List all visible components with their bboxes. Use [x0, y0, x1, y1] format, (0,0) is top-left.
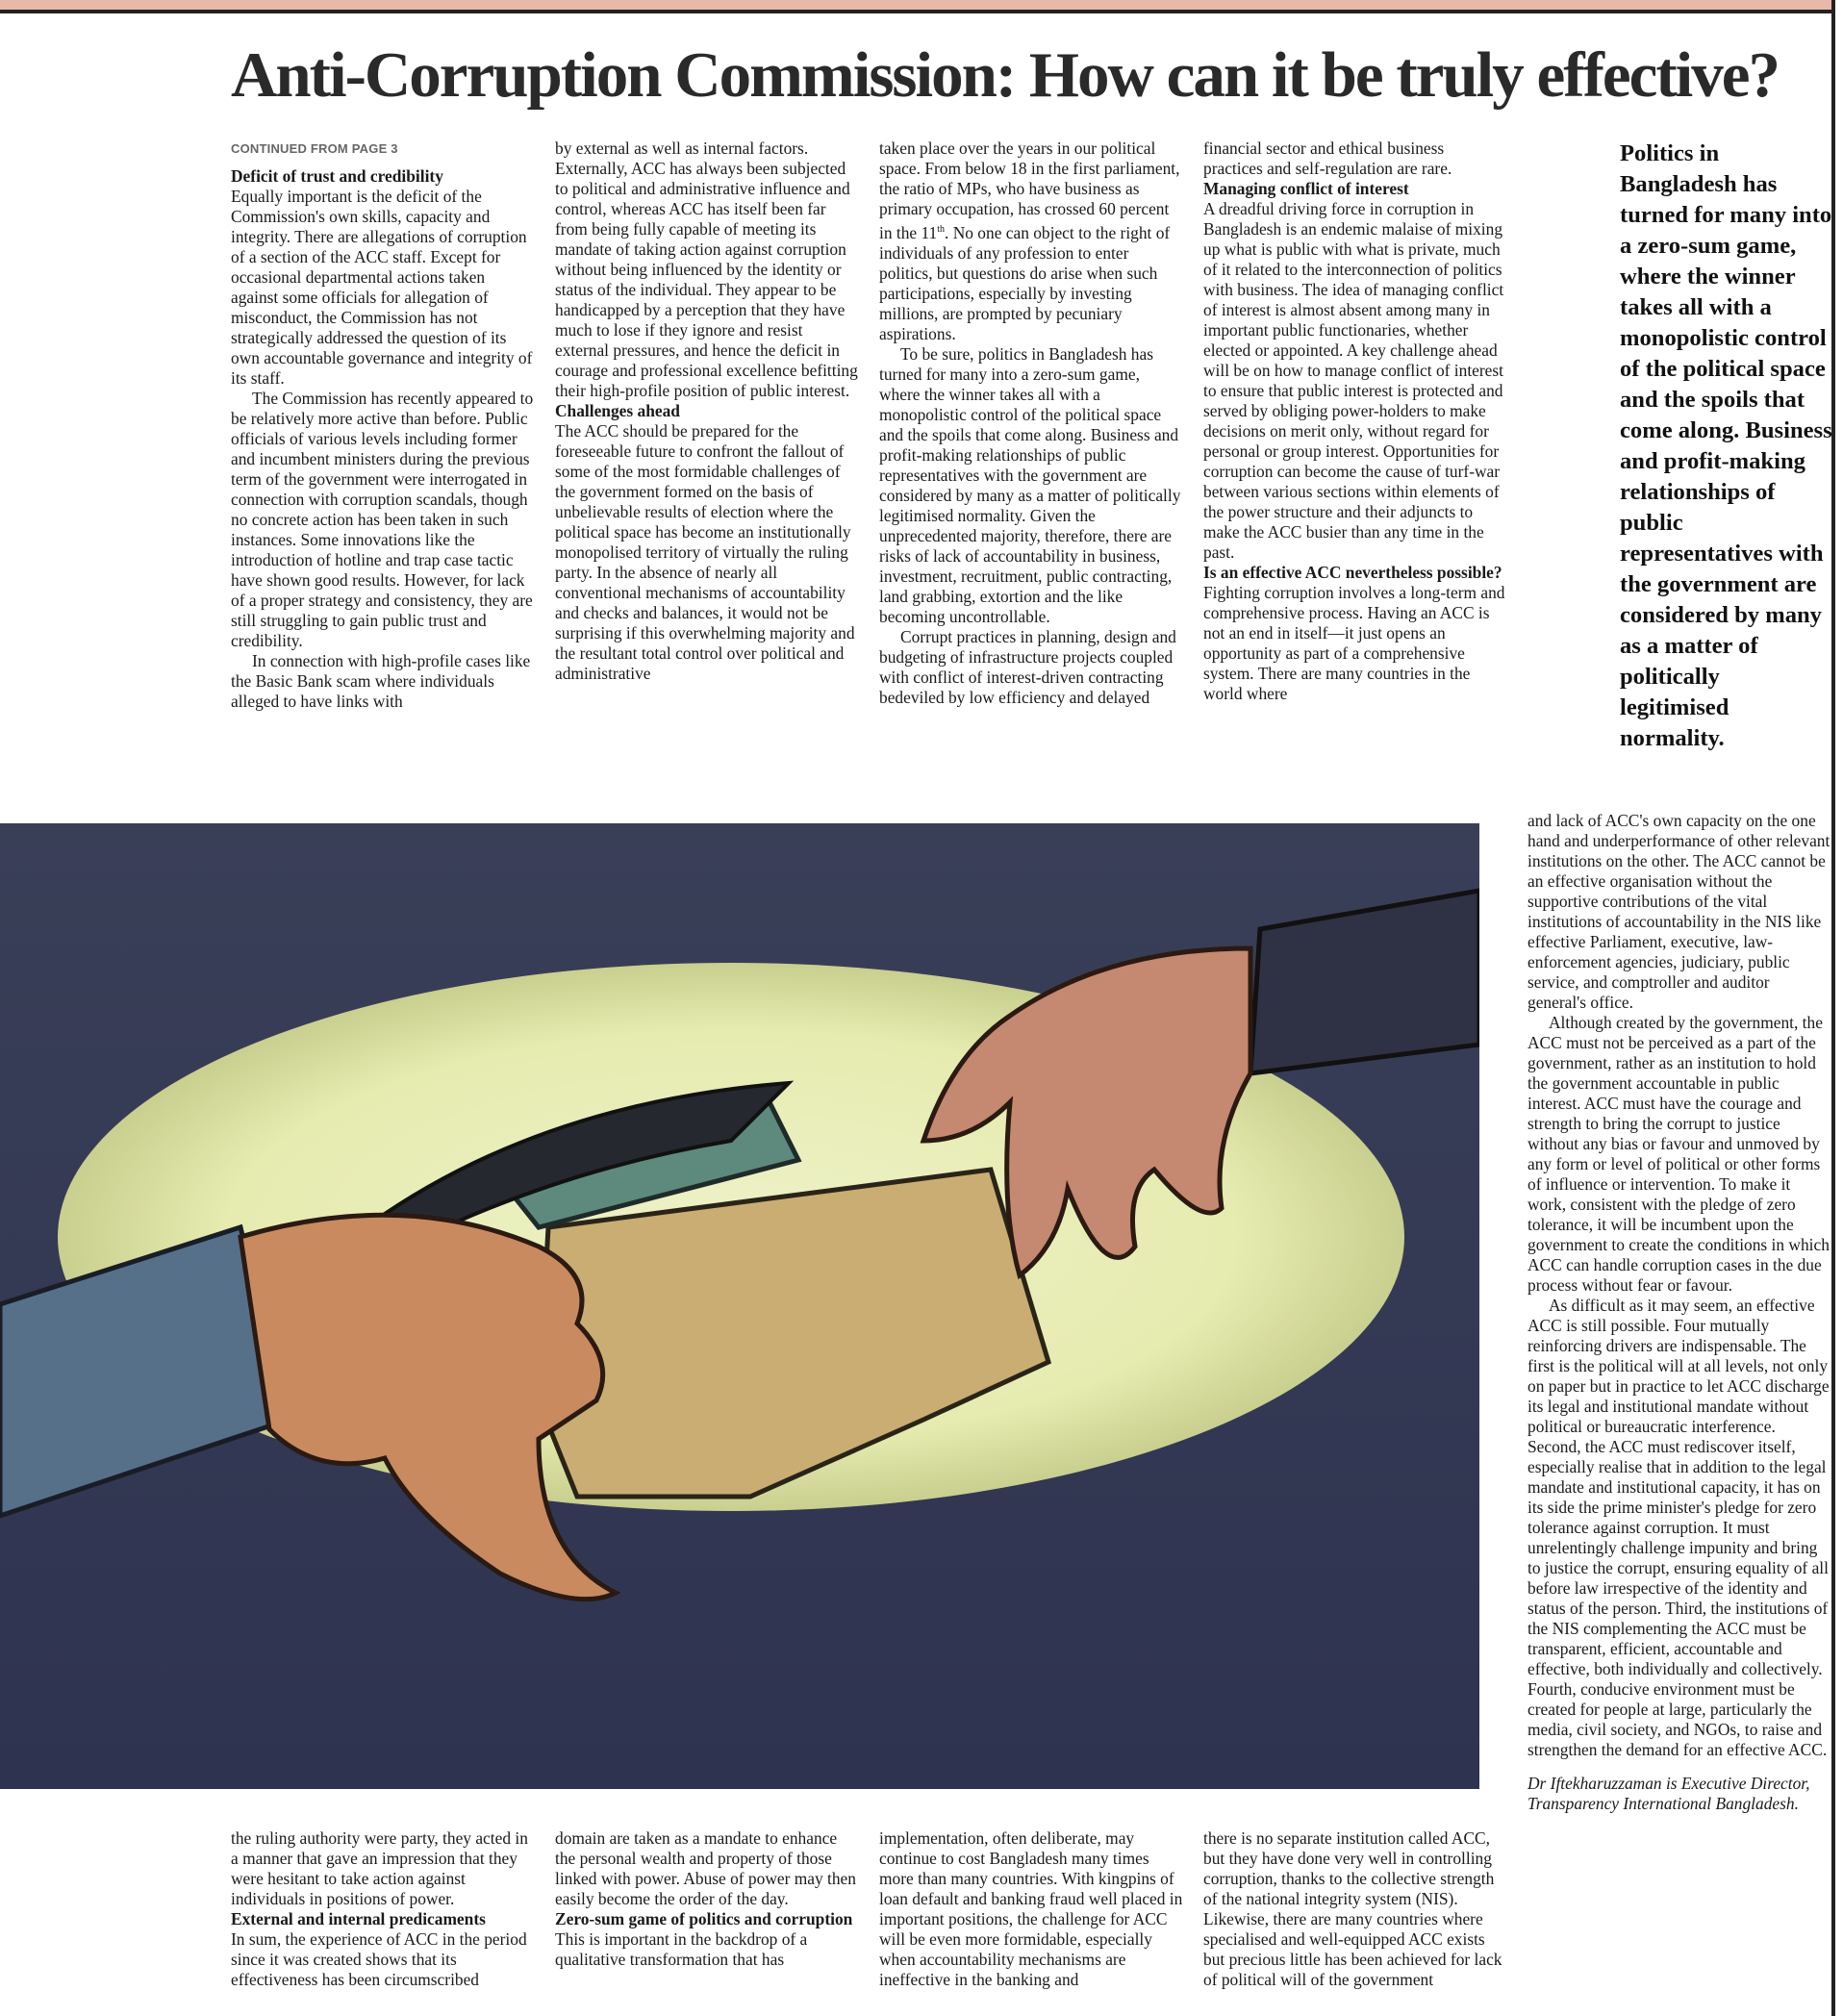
lower-column-2: [555, 1828, 859, 2011]
paragraph: In sum, the experience of ACC in the period since it was created shows that its effectiveness has been circumscribed: [231, 1929, 527, 1989]
subhead-external-internal: External and internal predicaments: [231, 1909, 486, 1928]
paragraph: Although created by the government, the ACC must not be perceived as a part of the government, rather as an institution to hold the government accountable in public interest. ACC must have the courage and strength to bring the corrupt to justice without any bias or favour and unmoved by any form or level of political or other forms of influence or intervention. To make it work, consistent with the pledge of zero tolerance, it will be incumbent upon the government to create the conditions in which ACC can handle corruption cases in the due process without fear or favour.: [1527, 1013, 1830, 1295]
pull-quote: Politics in Bangladesh has turned for many into a zero-sum game, where the winner takes all with a monopolistic control of the political space and the spoils that come along. Business and profit-making relationships of public representatives with the government are considered by many as a matter of politically legitimised normality.: [1620, 140, 1832, 751]
paragraph: [879, 139, 1183, 344]
lower-column-1: [231, 1828, 535, 2011]
ordinal-suffix: th: [937, 224, 945, 235]
paragraph: financial sector and ethical business practices and self-regulation are rare.: [1203, 139, 1452, 178]
subhead-zero-sum-game: Zero-sum game of politics and corruption: [555, 1909, 853, 1928]
upper-column-2: [555, 139, 859, 789]
paragraph: domain are taken as a mandate to enhance the personal wealth and property of those linked with power. Abuse of power may then easily become the order of the day.: [555, 1828, 856, 1908]
right-column: [1527, 811, 1831, 2013]
paragraph: A dreadful driving force in corruption in Bangladesh is an endemic malaise of mixing up what is public with what is private, much of it related to the interconnection of politics with business. The idea of managing conflict of interest is almost absent among many in important public functionaries, whether elected or appointed. A key challenge ahead will be on how to manage conflict of interest to ensure that public interest is protected and served by obliging power-holders to make decisions on merit only, without regard for personal or group interest. Opportunities for corruption can become the cause of turf-war between various sections within elements of the power structure and their adjuncts to make the ACC busier than any time in the past.: [1203, 199, 1504, 562]
paragraph: This is important in the backdrop of a qualitative transformation that has: [555, 1929, 808, 1969]
upper-column-4: [1203, 139, 1507, 789]
paragraph: The ACC should be prepared for the foreseeable future to confront the fallout of some of the most formidable challenges of the government formed on the basis of unbelievable results of election where the political space has become an institutionally monopolised territory of virtually the ruling party. In the absence of nearly all conventional mechanisms of accountability and checks and balances, it would not be surprising if this overwhelming majority and the resultant total control over political and administrative: [555, 421, 855, 683]
continued-kicker: CONTINUED FROM PAGE 3: [231, 141, 398, 156]
paragraph: by external as well as internal factors. Externally, ACC has always been subjected to political and administrative influence and control, whereas ACC has itself been far from being fully capable of meeting its mandate of taking action against corruption without being influenced by the identity or status of the individual. They appear to be handicapped by a perception that they have much to lose if they ignore and resist external pressures, and hence the deficit in courage and professional excellence befitting their high-profile position of public interest.: [555, 139, 858, 400]
paragraph: Equally important is the deficit of the Commission's own skills, capacity and integrity. There are allegations of corruption of a section of the ACC staff. Except for occasional departmental actions taken against some officials for allegation of misconduct, the Commission has not strategically addressed the question of its own accountable governance and integrity of its staff.: [231, 187, 533, 388]
bribe-handover-icon: [0, 823, 1479, 1789]
paragraph: there is no separate institution called ACC, but they have done very well in controlling corruption, thanks to the collective strength of the national integrity system (NIS). Likewise, there are many countries where specialised and well-equipped ACC exists but precious little has been achieved for lack of political will of the government: [1203, 1828, 1502, 1989]
bribe-illustration: [0, 823, 1479, 1789]
article-headline: Anti-Corruption Commission: How can it be truly effective?: [231, 39, 1780, 111]
paragraph: In connection with high-profile cases like the Basic Bank scam where individuals alleged to have links with: [231, 651, 531, 711]
paragraph: and lack of ACC's own capacity on the one hand and underperformance of other relevant institutions on the other. The ACC cannot be an effective organisation without the supportive contributions of the vital institutions of accountability in the NIS like effective Parliament, executive, law-enforcement agencies, judiciary, public service, and comptroller and auditor general's office.: [1527, 811, 1830, 1012]
top-rule: [0, 10, 1833, 13]
subhead-deficit-of-trust: Deficit of trust and credibility: [231, 166, 443, 186]
subhead-managing-conflict: Managing conflict of interest: [1203, 179, 1409, 198]
paragraph: Fighting corruption involves a long-term and comprehensive process. Having an ACC is not an end in itself—it just opens an opportunity as part of a comprehensive system. There are many countries in the world where: [1203, 583, 1505, 703]
lower-column-3: [879, 1828, 1183, 2011]
top-color-strip: [0, 0, 1833, 10]
author-byline: Dr Iftekharuzzaman is Executive Director, Transparency International Bangladesh.: [1527, 1774, 1810, 1813]
upper-column-3: [879, 139, 1183, 789]
paragraph: Corrupt practices in planning, design and budgeting of infrastructure projects coupled with conflict of interest-driven contracting bedeviled by low efficiency and delayed: [879, 626, 1176, 707]
paragraph: the ruling authority were party, they acted in a manner that gave an impression that they were hesitant to take action against individuals in positions of power.: [231, 1828, 528, 1908]
paragraph-text: taken place over the years in our political space. From below 18 in the first parliament, the ratio of MPs, who have business as primary occupation, has crossed 60 percent in the 11: [879, 139, 1180, 242]
lower-column-4: [1203, 1828, 1507, 2011]
paragraph-text: . No one can object to the right of individuals of any profession to enter politics, but questions do arise when such participations, especially by investing millions, are prompted by pecuniary aspirations.: [879, 222, 1171, 343]
subhead-challenges-ahead: Challenges ahead: [555, 401, 680, 420]
subhead-effective-acc-possible: Is an effective ACC nevertheless possible?: [1203, 563, 1502, 582]
paragraph: implementation, often deliberate, may continue to cost Bangladesh many times more than many countries. With kingpins of loan default and banking fraud well placed in important positions, the challenge for ACC will be even more formidable, especially when accountability mechanisms are ineffective in the banking and: [879, 1828, 1183, 1989]
paragraph: The Commission has recently appeared to be relatively more active than before. Public officials of various levels including former and incumbent ministers during the previous term of the government were interrogated in connection with corruption scandals, though no concrete action has been taken in such instances. Some innovations like the introduction of hotline and trap case tactic have shown good results. However, for lack of a proper strategy and consistency, they are still struggling to gain public trust and credibility.: [231, 389, 534, 650]
upper-column-1: [231, 139, 535, 789]
paragraph: To be sure, politics in Bangladesh has turned for many into a zero-sum game, where the winner takes all with a monopolistic control of the political space and the spoils that come along. Business and profit-making relationships of public representatives with the government are considered by many as a matter of politically legitimised normality. Given the unprecedented majority, therefore, there are risks of lack of accountability in business, investment, recruitment, public contracting, land grabbing, extortion and the like becoming uncontrollable.: [879, 343, 1181, 626]
paragraph: As difficult as it may seem, an effective ACC is still possible. Four mutually reinforcing drivers are indispensable. The first is the political will at all levels, not only on paper but in practice to let ACC discharge its legal and institutional mandate without political or bureaucratic interference. Second, the ACC must rediscover itself, especially realise that in addition to the legal mandate and institutional capacity, it has on its side the prime minister's pledge for zero tolerance against corruption. It must unrelentingly challenge impunity and bring to justice the corrupt, ensuring equality of all before law irrespective of the identity and status of the person. Third, the institutions of the NIS complementing the ACC must be transparent, efficient, accountable and effective, both individually and collectively. Fourth, conducive environment must be created for people at large, particularly the media, civil society, and NGOs, to raise and strengthen the demand for an effective ACC.: [1527, 1296, 1830, 1759]
